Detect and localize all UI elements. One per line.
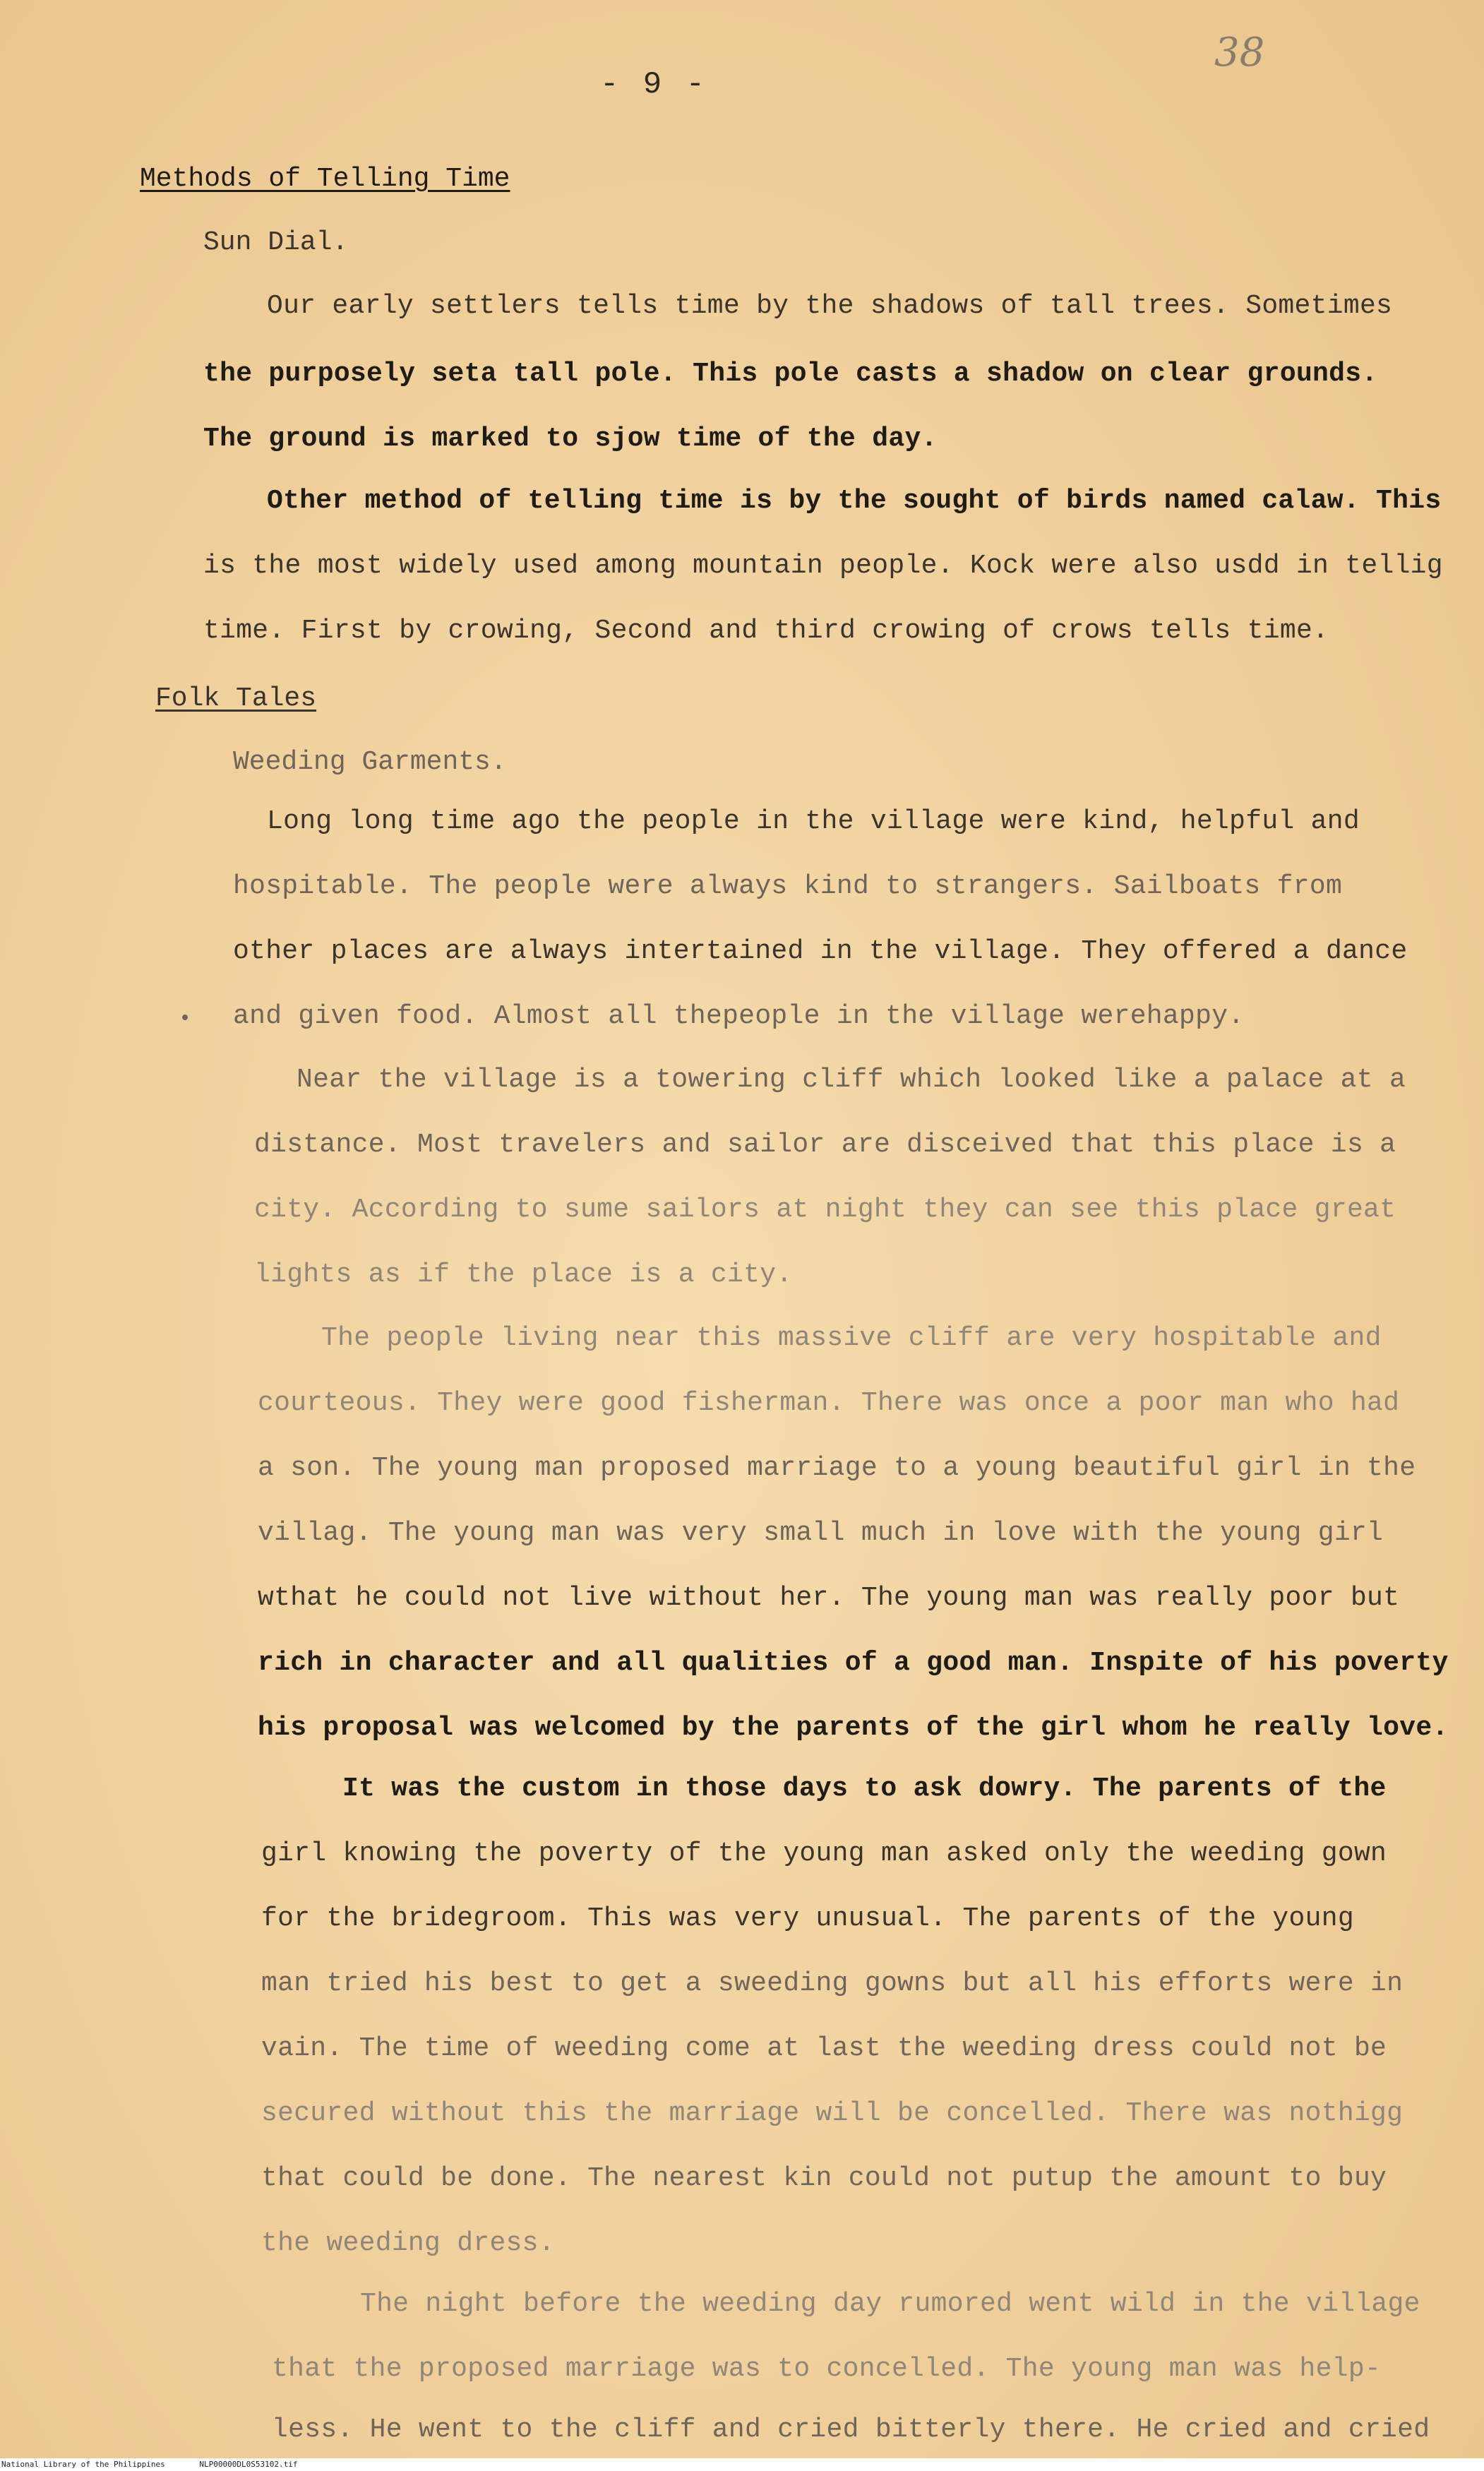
text-line: Other method of telling time is by the sought of birds named calaw. This (267, 486, 1442, 516)
text-line: distance. Most travelers and sailor are disceived that this place is a (254, 1130, 1396, 1160)
text-line: city. According to sume sailors at night they can see this place great (254, 1195, 1396, 1225)
text-line: that could be done. The nearest kin could not putup the amount to buy (261, 2163, 1387, 2194)
text-line: the purposely seta tall pole. This pole casts a shadow on clear grounds. (203, 359, 1378, 389)
text-line: and given food. Almost all thepeople in the village werehappy. (233, 1001, 1245, 1031)
archive-number: 38 (1214, 30, 1265, 76)
text-line: secured without this the marriage will be concelled. There was nothigg (261, 2098, 1404, 2129)
text-line: rich in character and all qualities of a good man. Inspite of his poverty (258, 1648, 1449, 1678)
text-line: a son. The young man proposed marriage to a young beautiful girl in the (258, 1453, 1416, 1483)
text-line: villag. The young man was very small much in love with the young girl (258, 1518, 1384, 1548)
text-line: time. First by crowing, Second and third crowing of crows tells time. (203, 616, 1329, 646)
text-line: his proposal was welcomed by the parents of the girl whom he really love. (258, 1713, 1449, 1743)
text-line: It was the custom in those days to ask dowry. The parents of the (342, 1773, 1387, 1804)
text-line: Our early settlers tells time by the shadows of tall trees. Sometimes (267, 291, 1393, 321)
section-heading-folk-tales: Folk Tales (155, 683, 317, 714)
text-line: girl knowing the poverty of the young man asked only the weeding gown (261, 1838, 1387, 1869)
footer-library-label: National Library of the Philippines (1, 2460, 165, 2469)
scan-footer (0, 2458, 1484, 2471)
section-heading-methods-of-telling-time: Methods of Telling Time (140, 164, 510, 194)
text-line: Near the village is a towering cliff which looked like a palace at a (297, 1065, 1406, 1095)
text-line: vain. The time of weeding come at last the weeding dress could not be (261, 2033, 1387, 2064)
text-line: Long long time ago the people in the village were kind, helpful and (267, 806, 1360, 837)
subheading-weeding-garments: Weeding Garments. (233, 747, 507, 777)
text-line: man tried his best to get a sweeding gowns but all his efforts were in (261, 1968, 1404, 1999)
text-line: wthat he could not live without her. The young man was really poor but (258, 1583, 1400, 1613)
text-line: other places are always intertained in the village. They offered a dance (233, 936, 1408, 967)
text-line: that the proposed marriage was to concelled. The young man was help- (272, 2354, 1382, 2384)
text-line: courteous. They were good fisherman. There was once a poor man who had (258, 1388, 1400, 1418)
text-line: The ground is marked to sjow time of the day. (203, 424, 938, 454)
text-line: for the bridegroom. This was very unusual. The parents of the young (261, 1903, 1354, 1934)
text-line: lights as if the place is a city. (254, 1260, 793, 1290)
text-line: is the most widely used among mountain people. Kock were also usdd in tellig (203, 551, 1443, 581)
text-line: less. He went to the cliff and cried bitterly there. He cried and cried (272, 2415, 1430, 2445)
text-line: the weeding dress. (261, 2228, 555, 2258)
text-line: The people living near this massive cliff are very hospitable and (321, 1323, 1382, 1353)
text-line: The night before the weeding day rumored went wild in the village (360, 2289, 1420, 2319)
footer-file-name: NLP00000DL0S53102.tif (199, 2460, 298, 2469)
subheading-sun-dial: Sun Dial. (203, 227, 349, 258)
text-line: hospitable. The people were always kind to strangers. Sailboats from (233, 871, 1343, 902)
page-number: - 9 - (600, 67, 708, 102)
ink-mark (181, 1014, 189, 1022)
